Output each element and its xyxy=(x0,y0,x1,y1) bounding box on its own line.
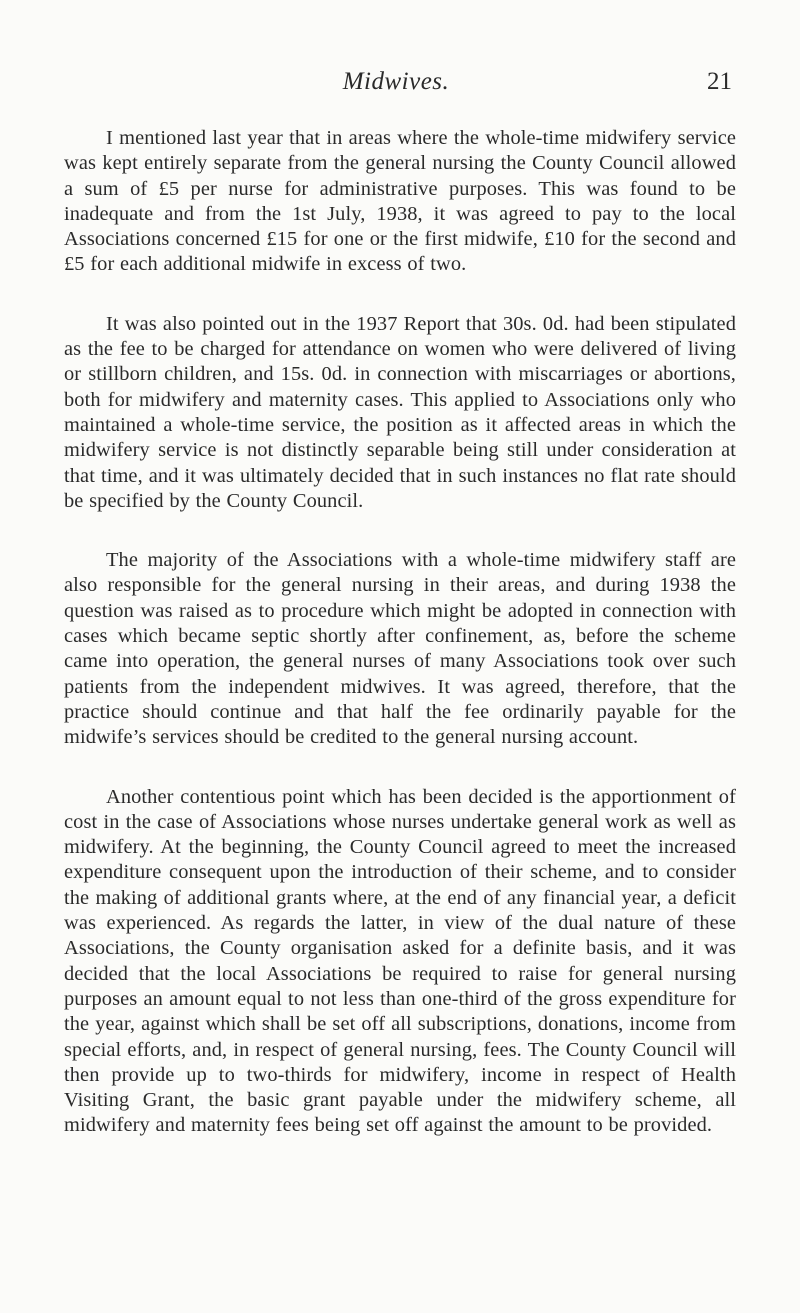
paragraph-attendance-fees: It was also pointed out in the 1937 Report that 30s. 0d. had been stipulated as the fee to be charged for attendance on women who were delivered of living or stillborn children, and 15s. 0d. in connection with miscarriages or abortions, both for midwifery and maternity cases. This applied to Associations only who maintained a whole-time service, the position as it affected areas in which the midwifery service is not distinctly separable being still under consideration at that time, and it was ultimately decided that in such instances no flat rate should be specified by the County Council. xyxy=(64,312,736,512)
paragraph-cost-apportionment: Another contentious point which has been decided is the apportionment of cost in the case of Associations whose nurses undertake general work as well as midwifery. At the beginning, the County Council agreed to meet the increased expenditure consequent upon the introduction of their scheme, and to consider the making of additional grants where, at the end of any financial year, a deficit was experienced. As regards the latter, in view of the dual nature of these Associations, the County organisation asked for a definite basis, and it was decided that the local Associations be required to raise for general nursing purposes an amount equal to not less than one-third of the gross expenditure for the year, against which shall be set off all subscriptions, donations, income from special efforts, and, in respect of general nursing, fees. The County Council will then provide up to two-thirds for midwifery, income in respect of Health Visiting Grant, the basic grant payable under the midwifery scheme, all midwifery and maternity fees being set off against the amount to be provided. xyxy=(64,785,736,1137)
body-text xyxy=(64,126,736,1173)
running-header xyxy=(60,66,732,98)
section-title: Midwives. xyxy=(342,68,450,95)
paragraph-septic-cases: The majority of the Associations with a whole-time midwifery staff are also responsible for the general nursing in their areas, and during 1938 the question was raised as to procedure which might be adopted in connection with cases which became septic shortly after confinement, as, before the scheme came into operation, the general nurses of many Associations took over such patients from the independent midwives. It was agreed, therefore, that the practice should continue and that half the fee ordinarily payable for the midwife’s services should be credited to the general nursing account. xyxy=(64,549,736,749)
paragraph-administrative-allowance: I mentioned last year that in areas where the whole-time midwifery service was kept entirely separate from the general nursing the County Council allowed a sum of £5 per nurse for administrative purposes. This was found to be inadequate and from the 1st July, 1938, it was agreed to pay to the local Associations concerned £15 for one or the first midwife, £10 for the second and £5 for each additional midwife in excess of two. xyxy=(64,127,736,276)
page-number: 21 xyxy=(707,68,732,95)
